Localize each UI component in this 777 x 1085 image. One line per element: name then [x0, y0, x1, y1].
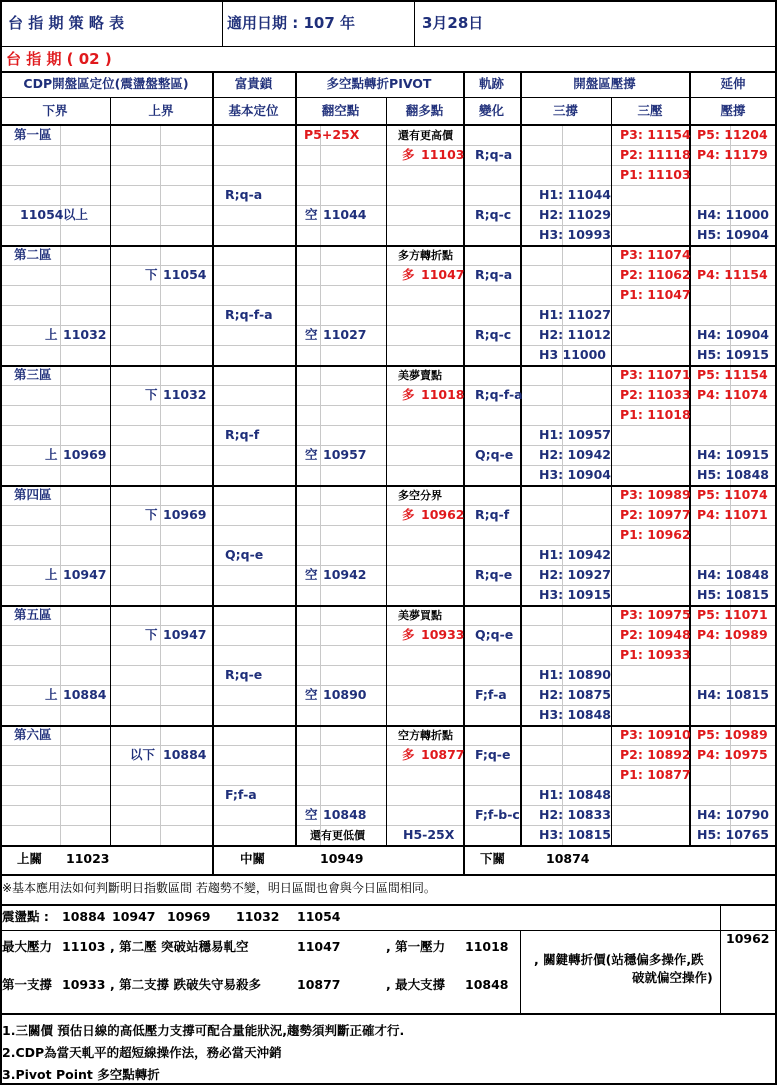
flip-short-value: 11044 — [323, 207, 367, 222]
support-h4: H4: 10915 — [697, 447, 769, 462]
track-change-short: R;q-e — [475, 567, 513, 582]
short-mark: 空 — [305, 207, 318, 222]
lower-gate-value: 10874 — [546, 851, 590, 866]
sheet-title: 台 指 期 策 略 表 — [8, 14, 125, 32]
table-border — [295, 71, 297, 845]
lower-mark: 上 — [45, 327, 58, 342]
pressure-p2: P2: 10892 — [620, 747, 691, 762]
max-pressure-label: 最大壓力 — [2, 939, 53, 954]
grid-line — [0, 665, 777, 666]
track-change-long: R;q-f-a — [475, 387, 523, 402]
flip-short-value: 10957 — [323, 447, 367, 462]
table-border — [0, 845, 777, 847]
upper-bound-value: 11054 — [163, 267, 207, 282]
zone-name: 第五區 — [14, 607, 52, 622]
first-support-label: 第一支撐 — [2, 977, 53, 992]
middle-gate-label: 中關 — [240, 851, 266, 866]
short-mark: 空 — [305, 687, 318, 702]
support-h5: H5: 10848 — [697, 467, 769, 482]
grid-line — [0, 325, 777, 326]
support-h2: H2: 10942 — [539, 447, 611, 462]
short-mark: 空 — [305, 447, 318, 462]
pressure-p2: P2: 11118 — [620, 147, 691, 162]
grid-line — [0, 805, 777, 806]
usage-note: ※基本應用法如何判斷明日指數區間 若趨勢不變，明日區間也會與今日區間相同。 — [2, 881, 436, 895]
pressure-p2: P2: 11033 — [620, 387, 691, 402]
basic-position: F;f-a — [225, 787, 257, 802]
col-lower: 下界 — [42, 103, 68, 118]
oscillation-label: 震盪點 : — [2, 909, 49, 924]
support-h1: H1: 11027 — [539, 307, 611, 322]
table-border — [611, 97, 612, 845]
support-h1: H1: 10957 — [539, 427, 611, 442]
support-h1: H1: 11044 — [539, 187, 611, 202]
pressure-p1: P1: 10933 — [620, 647, 691, 662]
flip-short-value: 10890 — [323, 687, 367, 702]
long-mark: 多 — [402, 267, 415, 282]
lower-bound-value: 11054 — [20, 207, 64, 222]
second-support-text: , 第二支撐 跌破失守易殺多 — [110, 977, 261, 992]
pivot-high-note: P5+25X — [304, 127, 360, 142]
key-pivot-line-2: 破就偏空操作) — [632, 970, 713, 985]
flip-long-value: 11018 — [421, 387, 465, 402]
lower-mark: 上 — [45, 567, 58, 582]
applicable-date: 3月28日 — [422, 14, 484, 32]
upper-gate-value: 11023 — [66, 851, 110, 866]
support-h4: H4: 10790 — [697, 807, 769, 822]
support-h3: H3: 10915 — [539, 587, 611, 602]
upper-bound-value: 10947 — [163, 627, 207, 642]
applicable-date-label: 適用日期 : 107 年 — [227, 14, 355, 32]
pressure-p1: P1: 10962 — [620, 527, 691, 542]
pressure-p4: P4: 10975 — [697, 747, 768, 762]
basic-position: R;q-e — [225, 667, 263, 682]
table-border — [0, 930, 777, 931]
grid-line — [0, 705, 777, 706]
support-h2: H2: 10875 — [539, 687, 611, 702]
col-three-pressure: 三壓 — [637, 103, 663, 118]
table-border — [212, 71, 214, 845]
pressure-p5: P5: 11074 — [697, 487, 768, 502]
lower-bound-value: 11032 — [63, 327, 107, 342]
support-h1: H1: 10848 — [539, 787, 611, 802]
support-h3: H3: 10993 — [539, 227, 611, 242]
track-change-short: R;q-c — [475, 327, 512, 342]
support-h2: H2: 11012 — [539, 327, 611, 342]
footnote-2: 2.CDP為當天軋平的超短線操作法，務必當天沖銷 — [2, 1045, 282, 1060]
second-pressure-text: , 第二壓 突破站穩易軋空 — [110, 939, 249, 954]
key-pivot-line-1: , 關鍵轉折價(站穩偏多操作,跌 — [534, 952, 704, 967]
table-border — [0, 874, 777, 876]
long-mark: 多 — [402, 627, 415, 642]
pressure-p3: P3: 11154 — [620, 127, 691, 142]
basic-position: Q;q-e — [225, 547, 264, 562]
grid-line — [0, 565, 777, 566]
track-change-short: R;q-c — [475, 207, 512, 222]
table-border — [0, 0, 777, 2]
max-support-label: , 最大支撐 — [386, 977, 446, 992]
col-flip-long: 翻多點 — [405, 103, 444, 118]
lower-bound-value: 10969 — [63, 447, 107, 462]
table-border — [0, 1013, 777, 1015]
oscillation-value-4: 11032 — [236, 909, 280, 924]
long-mark: 多 — [402, 747, 415, 762]
table-border — [222, 0, 223, 46]
upper-mark: 以下 — [130, 747, 156, 762]
upper-mark: 下 — [145, 507, 158, 522]
zone-name: 第六區 — [14, 727, 52, 742]
track-change-long: Q;q-e — [475, 627, 514, 642]
short-mark: 空 — [305, 807, 318, 822]
support-h5: H5: 10904 — [697, 227, 769, 242]
second-pressure-value: 11047 — [297, 939, 341, 954]
pressure-p4: P4: 11154 — [697, 267, 768, 282]
col-upper: 上界 — [148, 103, 174, 118]
lower-gate-label: 下關 — [480, 851, 506, 866]
lower-bound-value: 10884 — [63, 687, 107, 702]
track-change-short: F;f-b-c — [475, 807, 520, 822]
support-h1: H1: 10942 — [539, 547, 611, 562]
pressure-p5: P5: 11154 — [697, 367, 768, 382]
grid-line — [0, 785, 777, 786]
upper-mark: 下 — [145, 387, 158, 402]
support-h5: H5: 10815 — [697, 587, 769, 602]
pressure-p4: P4: 11074 — [697, 387, 768, 402]
max-pressure-value: 11103 — [62, 939, 106, 954]
flip-long-note: 美夢賣點 — [398, 369, 442, 382]
col-track: 軌跡 — [478, 76, 504, 91]
col-open-zone: 開盤區壓撐 — [573, 76, 636, 91]
flip-short-note: 還有更低價 — [310, 829, 365, 842]
track-change-long: R;q-f — [475, 507, 510, 522]
pressure-p3: P3: 10975 — [620, 607, 691, 622]
table-border — [0, 71, 777, 73]
pressure-p2: P2: 11062 — [620, 267, 691, 282]
grid-line — [0, 305, 777, 306]
track-change-long: R;q-a — [475, 267, 513, 282]
flip-long-note: 空方轉折點 — [398, 729, 453, 742]
long-mark: 多 — [402, 507, 415, 522]
flip-long-note: 還有更高價 — [398, 129, 453, 142]
max-support-value: 10848 — [465, 977, 509, 992]
grid-line — [0, 445, 777, 446]
basic-position: R;q-f — [225, 427, 260, 442]
grid-line — [0, 825, 777, 826]
col-change: 變化 — [478, 103, 504, 118]
track-change-short: Q;q-e — [475, 447, 514, 462]
upper-bound-value: 11032 — [163, 387, 207, 402]
upper-mark: 下 — [145, 267, 158, 282]
col-rich-lock: 富貴鎖 — [234, 76, 273, 91]
support-h3: H3: 10848 — [539, 707, 611, 722]
pressure-p5: P5: 11204 — [697, 127, 768, 142]
second-support-value: 10877 — [297, 977, 341, 992]
table-border — [520, 71, 522, 845]
col-flip-short: 翻空點 — [321, 103, 360, 118]
footnote-3: 3.Pivot Point 多空點轉折 — [2, 1067, 160, 1082]
oscillation-value-2: 10947 — [112, 909, 156, 924]
col-extend: 延伸 — [720, 76, 746, 91]
pressure-p2: P2: 10977 — [620, 507, 691, 522]
table-border — [414, 0, 415, 46]
footnote-1: 1.三關價 預估日線的高低壓力支撐可配合量能狀況,趨勢須判斷正確才行. — [2, 1023, 405, 1038]
upper-bound-value: 10884 — [163, 747, 207, 762]
grid-line — [0, 185, 777, 186]
flip-short-value: 11027 — [323, 327, 367, 342]
col-three-support: 三撐 — [552, 103, 578, 118]
track-change-short: F;f-a — [475, 687, 507, 702]
pressure-p3: P3: 11074 — [620, 247, 691, 262]
lower-bound-value: 10947 — [63, 567, 107, 582]
grid-line — [0, 205, 777, 206]
short-mark: 空 — [305, 327, 318, 342]
long-mark: 多 — [402, 387, 415, 402]
flip-long-value: 10877 — [421, 747, 465, 762]
grid-line — [0, 465, 777, 466]
pressure-p1: P1: 11047 — [620, 287, 691, 302]
support-h3: H3: 10815 — [539, 827, 611, 842]
pressure-p3: P3: 10989 — [620, 487, 691, 502]
first-pressure-value: 11018 — [465, 939, 509, 954]
col-pressure-support: 壓撐 — [720, 103, 746, 118]
col-cdp-title: CDP開盤區定位(震盪盤整區) — [23, 76, 189, 91]
table-border — [520, 930, 521, 1013]
flip-long-value: 10962 — [421, 507, 465, 522]
support-h4: H4: 10848 — [697, 567, 769, 582]
grid-line — [0, 545, 777, 546]
zone-name: 第四區 — [14, 487, 52, 502]
support-h2: H2: 10833 — [539, 807, 611, 822]
short-mark: 空 — [305, 567, 318, 582]
upper-gate-label: 上關 — [17, 851, 43, 866]
lower-bound-label: 以上 — [63, 207, 89, 222]
grid-line — [0, 585, 777, 586]
basic-position: R;q-a — [225, 187, 263, 202]
track-change-long: R;q-a — [475, 147, 513, 162]
table-border — [212, 845, 214, 875]
table-border — [463, 71, 465, 845]
support-h5: H5: 10765 — [697, 827, 769, 842]
pressure-p4: P4: 10989 — [697, 627, 768, 642]
support-h3: H3: 10904 — [539, 467, 611, 482]
grid-line — [0, 685, 777, 686]
table-border — [463, 845, 465, 875]
track-change-long: F;q-e — [475, 747, 511, 762]
upper-mark: 下 — [145, 627, 158, 642]
support-h4: H4: 10815 — [697, 687, 769, 702]
first-pressure-label: , 第一壓力 — [386, 939, 446, 954]
flip-long-value: 10933 — [421, 627, 465, 642]
oscillation-value-1: 10884 — [62, 909, 106, 924]
pressure-p3: P3: 10910 — [620, 727, 691, 742]
pressure-p5: P5: 10989 — [697, 727, 768, 742]
table-border — [720, 904, 721, 1013]
support-h4: H4: 10904 — [697, 327, 769, 342]
pressure-p3: P3: 11071 — [620, 367, 691, 382]
pressure-p4: P4: 11071 — [697, 507, 768, 522]
flip-long-value: 11047 — [421, 267, 465, 282]
grid-line — [0, 425, 777, 426]
support-h2: H2: 10927 — [539, 567, 611, 582]
grid-line — [0, 225, 777, 226]
table-border — [386, 97, 387, 845]
key-pivot-value: 10962 — [726, 931, 770, 946]
zone-name: 第三區 — [14, 367, 52, 382]
flip-long-note: 美夢買點 — [398, 609, 442, 622]
flip-long-note: 多方轉折點 — [398, 249, 453, 262]
col-pivot-title: 多空點轉折PIVOT — [326, 76, 432, 91]
flip-short-value: 10848 — [323, 807, 367, 822]
first-support-value: 10933 — [62, 977, 106, 992]
table-subtitle: 台 指 期 ( 02 ) — [6, 50, 112, 68]
support-h3: H3 11000 — [539, 347, 606, 362]
table-border — [110, 97, 111, 845]
support-h4: H4: 11000 — [697, 207, 769, 222]
upper-bound-value: 10969 — [163, 507, 207, 522]
pivot-low-note: H5-25X — [403, 827, 455, 842]
col-basic: 基本定位 — [228, 103, 279, 118]
oscillation-value-5: 11054 — [297, 909, 341, 924]
grid-line — [0, 345, 777, 346]
pressure-p2: P2: 10948 — [620, 627, 691, 642]
lower-mark: 上 — [45, 447, 58, 462]
pressure-p1: P1: 11103 — [620, 167, 691, 182]
long-mark: 多 — [402, 147, 415, 162]
flip-long-value: 11103 — [421, 147, 465, 162]
oscillation-value-3: 10969 — [167, 909, 211, 924]
flip-long-note: 多空分界 — [398, 489, 442, 502]
pressure-p5: P5: 11071 — [697, 607, 768, 622]
flip-short-value: 10942 — [323, 567, 367, 582]
middle-gate-value: 10949 — [320, 851, 364, 866]
basic-position: R;q-f-a — [225, 307, 273, 322]
pressure-p1: P1: 11018 — [620, 407, 691, 422]
pressure-p1: P1: 10877 — [620, 767, 691, 782]
lower-mark: 上 — [45, 687, 58, 702]
table-border — [0, 904, 777, 906]
table-border — [0, 46, 777, 47]
zone-name: 第二區 — [14, 247, 52, 262]
support-h5: H5: 10915 — [697, 347, 769, 362]
support-h2: H2: 11029 — [539, 207, 611, 222]
zone-name: 第一區 — [14, 127, 52, 142]
pressure-p4: P4: 11179 — [697, 147, 768, 162]
support-h1: H1: 10890 — [539, 667, 611, 682]
table-border — [0, 97, 777, 98]
